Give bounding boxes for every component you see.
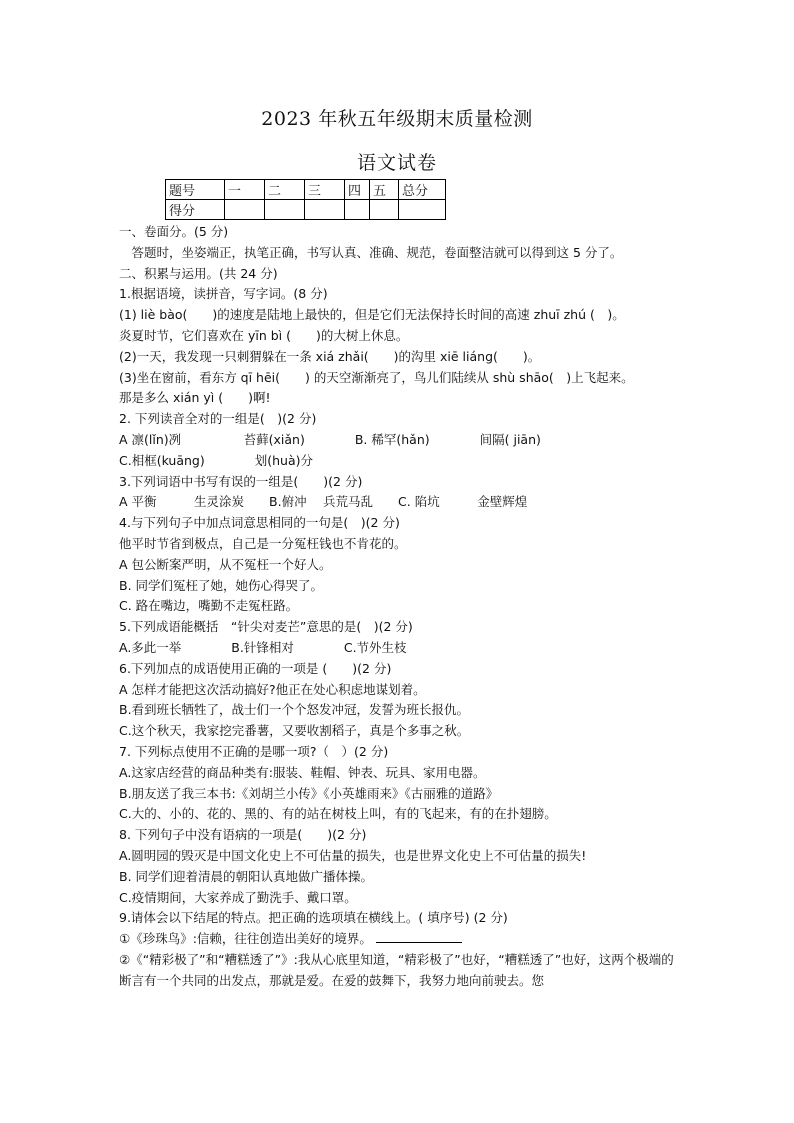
question-stem: 4.与下列句子中加点词意思相同的一句是( )(2 分) (119, 515, 400, 531)
answer-line (119, 929, 679, 950)
score-header-cell: 五 (370, 180, 399, 200)
option-line: C.这个秋天，我家挖完番薯，又要收割稻子，真是个多事之秋。 (119, 723, 470, 739)
score-header-cell: 三 (305, 180, 345, 200)
exam-title: 2023 年秋五年级期末质量检测 (261, 108, 533, 130)
answer-line-text: ①《珍珠鸟》:信赖，往往创造出美好的境界。 (119, 931, 372, 947)
question-stem: 1.根据语境，读拼音，写字词。(8 分) (119, 286, 328, 302)
paragraph: ②《“精彩极了”和“糟糕透了”》:我从心底里知道，“精彩极了”也好，“糟糕透了”也好，这两个极端的断言有一个共同的出发点，那就是爱。在爱的鼓舞下，我努力地向前驶去。您 (119, 951, 674, 988)
score-table (165, 179, 446, 220)
option-line: C.疫情期间，大家养成了勤洗手、戴口罩。 (119, 889, 357, 905)
section-heading: 二、积累与运用。(共 24 分) (119, 265, 278, 281)
score-header-cell: 题号 (166, 180, 225, 200)
answer-blank[interactable] (376, 930, 462, 943)
score-header-cell: 一 (225, 180, 265, 200)
score-cell[interactable] (399, 200, 446, 220)
option-line: C. 路在嘴边，嘴勤不走冤枉路。 (119, 598, 299, 614)
option-line: A 包公断案严明，从不冤枉一个好人。 (119, 556, 332, 572)
paragraph: 答题时，坐姿端正，执笔正确，书写认真、准确、规范，卷面整洁就可以得到这 5 分了。 (119, 244, 623, 260)
question-stem: 2. 下列读音全对的一组是( )(2 分) (119, 411, 317, 427)
question-stem: 5.下列成语能概括 “针尖对麦芒”意思的是( )(2 分) (119, 619, 413, 635)
score-table-header-row (166, 180, 446, 200)
exam-subtitle: 语文试卷 (356, 152, 437, 174)
score-cell[interactable] (305, 200, 345, 220)
option-line: B.看到班长牺牲了，战士们一个个怒发冲冠，发誓为班长报仇。 (119, 702, 470, 718)
option-line: A.这家店经营的商品种类有:服装、鞋帽、钟表、玩具、家用电器。 (119, 764, 486, 780)
score-header-cell: 二 (265, 180, 305, 200)
option-line: A 平衡 生灵涂炭 B.俯冲 兵荒马乱 C. 陷坑 金壁辉煌 (119, 494, 528, 510)
question-line: (2)一天，我发现一只刺猬躲在一条 xiá zhǎi( )的沟里 xiē liáng( )。 (119, 348, 541, 364)
exam-body (119, 222, 679, 991)
question-stem: 3.下列词语中书写有误的一组是( )(2 分) (119, 473, 363, 489)
score-header-cell: 总分 (399, 180, 446, 200)
score-cell[interactable] (225, 200, 265, 220)
question-stem: 9.请体会以下结尾的特点。把正确的选项填在横线上。( 填序号) (2 分) (119, 910, 508, 926)
option-line: A 怎样才能把这次活动搞好?他正在处心积虑地谋划着。 (119, 681, 426, 697)
option-line: A 凛(lǐn)冽 苔藓(xiǎn) B. 稀罕(hǎn) 间隔( jiān) (119, 431, 541, 447)
section-heading: 一、卷面分。(5 分) (119, 224, 229, 239)
question-stem: 7. 下列标点使用不正确的是哪一项?（ ）(2 分) (119, 743, 389, 759)
option-line: A.圆明园的毁灭是中国文化史上不可估量的损失，也是世界文化史上不可估量的损失! (119, 847, 587, 863)
score-cell[interactable] (370, 200, 399, 220)
question-line: 那是多么 xián yì ( )啊! (119, 390, 271, 406)
score-header-cell: 四 (345, 180, 370, 200)
score-row-label: 得分 (166, 200, 225, 220)
question-line: (3)坐在窗前，看东方 qī hēi( ) 的天空渐渐亮了，鸟儿们陆续从 shù shāo( )上飞起来。 (119, 369, 634, 385)
option-line: B. 同学们冤枉了她，她伤心得哭了。 (119, 577, 324, 593)
question-line: 他平时节省到极点，自己是一分冤枉钱也不肯花的。 (119, 535, 407, 551)
option-line: C.相框(kuāng) 划(huà)分 (119, 452, 314, 468)
question-stem: 8. 下列句子中没有语病的一项是( )(2 分) (119, 827, 367, 843)
score-cell[interactable] (265, 200, 305, 220)
option-line: B. 同学们迎着清晨的朝阳认真地做广播体操。 (119, 868, 374, 884)
option-line: B.朋友送了我三本书:《刘胡兰小传》《小英雄雨来》《古丽雅的道路》 (119, 785, 499, 801)
question-line: 炎夏时节，它们喜欢在 yīn bì ( )的大树上休息。 (119, 327, 409, 343)
score-table-score-row (166, 200, 446, 220)
question-stem: 6.下列加点的成语使用正确的一项是 ( )(2 分) (119, 660, 392, 676)
question-line: (1) liè bào( )的速度是陆地上最快的，但是它们无法保持长时间的高速 zhuī zhú ( )。 (119, 307, 625, 323)
option-line: C.大的、小的、花的、黑的、有的站在树枝上叫，有的飞起来，有的在扑翅膀。 (119, 806, 557, 822)
option-line: A.多此一举 B.针锋相对 C.节外生枝 (119, 639, 407, 655)
score-cell[interactable] (345, 200, 370, 220)
